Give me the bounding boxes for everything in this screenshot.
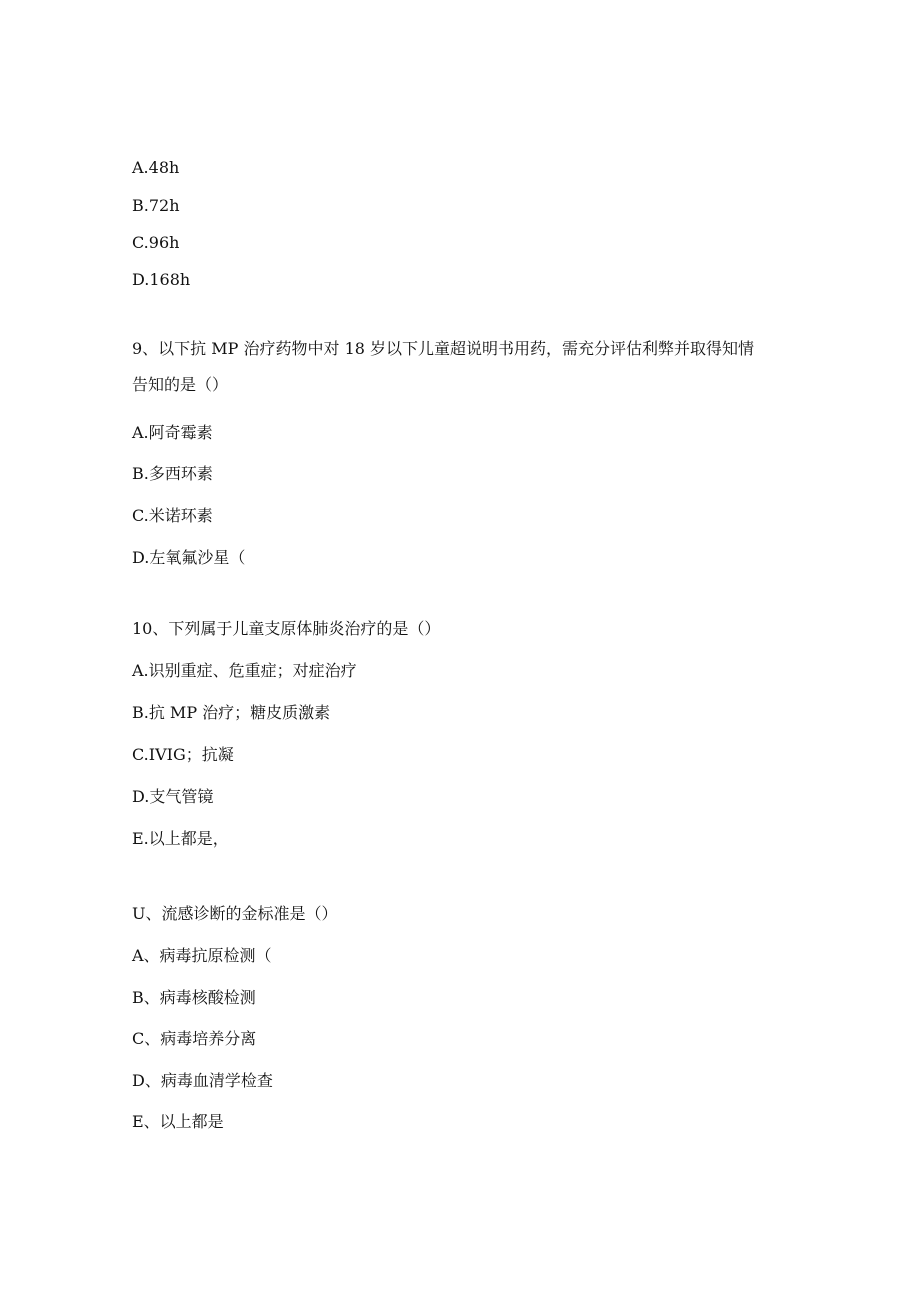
q11-option-e: E、以上都是 <box>132 1112 224 1131</box>
q8-option-c: C.96h <box>132 233 180 252</box>
q9-stem-line2: 告知的是（） <box>132 375 229 394</box>
q10-stem: 10、下列属于儿童支原体肺炎治疗的是（） <box>132 619 441 638</box>
q9-option-c: C.米诺环素 <box>132 506 213 525</box>
q9-stem-line1: 9、以下抗 MP 治疗药物中对 18 岁以下儿童超说明书用药，需充分评估利弊并取得知情 <box>132 339 755 358</box>
q11-option-d: D、病毒血清学检查 <box>132 1071 273 1090</box>
q9-option-a: A.阿奇霉素 <box>132 423 213 442</box>
q10-option-d: D.支气管镜 <box>132 787 214 806</box>
q8-option-b: B.72h <box>132 196 180 215</box>
q9-option-d: D.左氧氟沙星（ <box>132 548 246 567</box>
q8-option-a: A.48h <box>132 158 180 177</box>
q10-option-e: E.以上都是， <box>132 829 229 848</box>
q11-option-c: C、病毒培养分离 <box>132 1029 257 1048</box>
q11-option-b: B、病毒核酸检测 <box>132 988 256 1007</box>
q11-stem: U、流感诊断的金标准是（） <box>132 904 338 923</box>
q8-option-d: D.168h <box>132 270 191 289</box>
q10-option-c: C.IVIG；抗凝 <box>132 745 234 764</box>
q10-option-b: B.抗 MP 治疗；糖皮质激素 <box>132 703 331 722</box>
q10-option-a: A.识别重症、危重症；对症治疗 <box>132 661 357 680</box>
q11-option-a: A、病毒抗原检测（ <box>132 946 272 965</box>
q9-option-b: B.多西环素 <box>132 464 213 483</box>
